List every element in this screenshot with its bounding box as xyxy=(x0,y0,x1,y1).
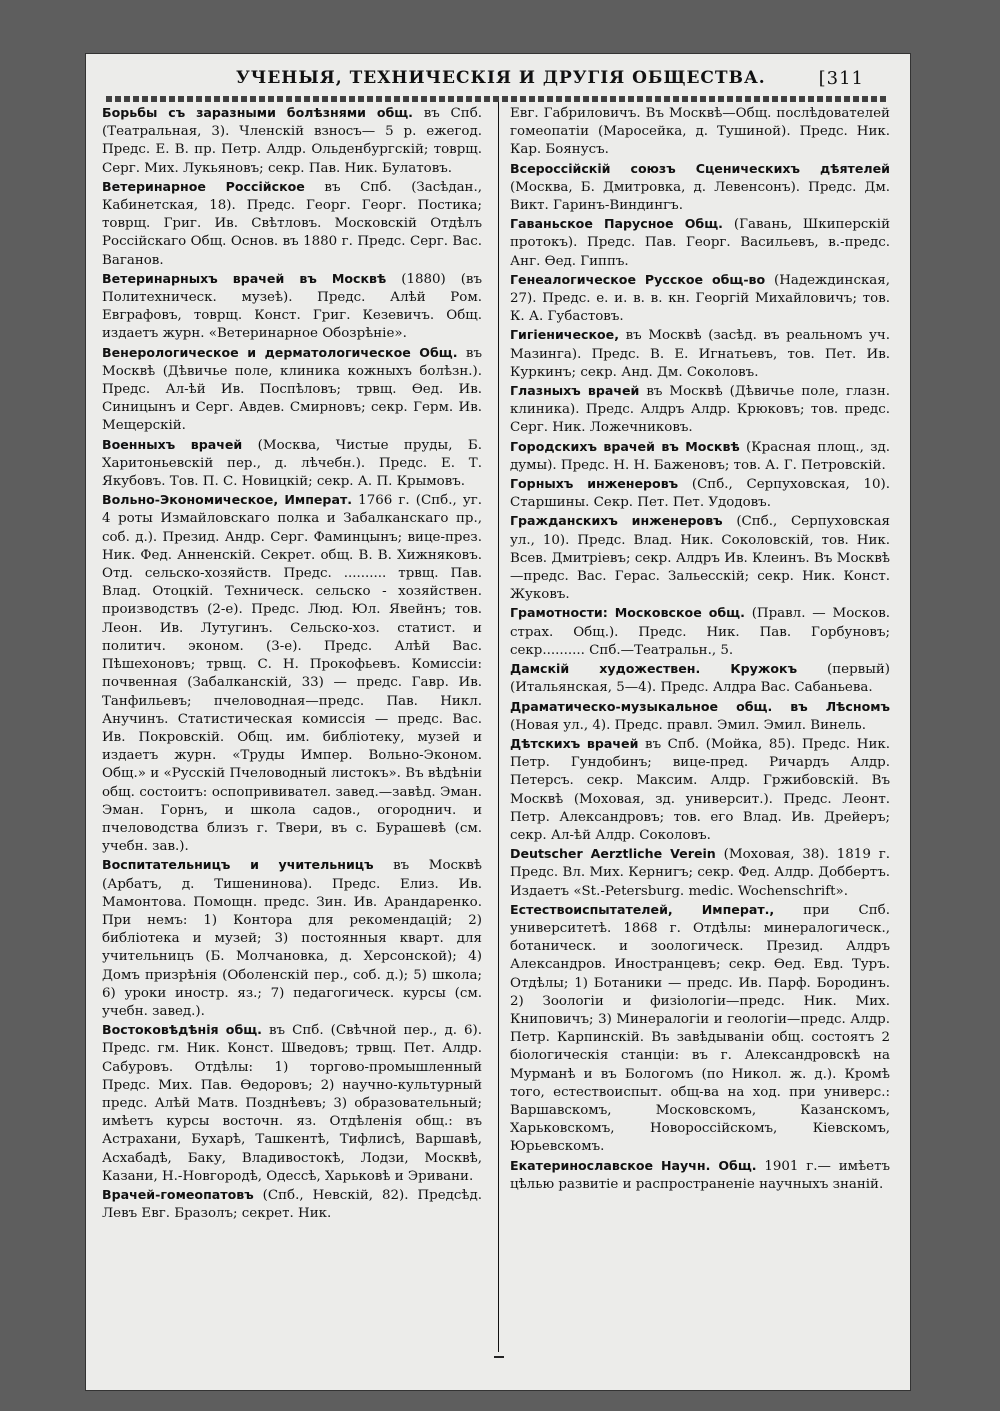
society-details: (Правл. — Москов. страх. Общ.). Предс. Ник. Пав. Горбуновъ; секр.......... Спб.—Театральн., 5. xyxy=(510,606,890,658)
society-entry xyxy=(510,160,890,216)
society-entry xyxy=(510,475,890,512)
society-details: въ Москвѣ (Дѣвичье поле, клиника кожныхъ болѣзн.). Предс. Ал-ѣй Ив. Поспѣловъ; трвщ. Ѳед. Ив. Синицынъ и Серг. Авдев. Смирновъ; секр. Герм. Ив. Мещерскій. xyxy=(102,345,482,434)
society-entry xyxy=(510,735,890,845)
society-entry xyxy=(510,438,890,475)
society-name: Всероссійскій союзъ Сценическихъ дѣятелей xyxy=(510,160,890,176)
society-details: при Спб. университетѣ. 1868 г. Отдѣлы: минералогическ., ботаническ. и зоологическ. Презид. Алдръ Александров. Иностранцевъ; секр. Ѳед. Евд. Туръ. Отдѣлы; 1) Ботаники — предс. Ив. Парф. Бородинъ. 2) Зоологіи и физіологіи—предс. Ник. Мих. Книповичъ; 3) Минералогіи и геологіи—предс. Алдр. Петр. Карпинскій. Въ завѣдываніи общ. состоятъ 2 біологическія станціи: въ г. Александровскѣ на Мурманѣ и въ Бологомъ (по Никол. ж. д.). Кромѣ того, естествоиспыт. общ-ва на ход. при универс.: Варшавскомъ, Московскомъ, Казанскомъ, Харьковскомъ, Новороссійскомъ, Кіевскомъ, Юрьевскомъ. xyxy=(510,902,890,1155)
society-name: Дѣтскихъ врачей xyxy=(510,735,639,751)
book-page xyxy=(86,54,910,1390)
society-details: 1901 г.— имѣетъ цѣлью развитіе и распространеніе научныхъ знаній. xyxy=(510,1158,890,1192)
society-name: Горныхъ инженеровъ xyxy=(510,476,679,492)
society-entry xyxy=(102,1186,482,1223)
society-entry xyxy=(102,1021,482,1186)
running-title: УЧЕНЫЯ, ТЕХНИЧЕСКІЯ И ДРУГІЯ ОБЩЕСТВА. xyxy=(236,68,766,88)
society-details: (Москва, Чистые пруды, Б. Харитоньевскій пер., д. лѣчебн.). Предс. Е. Т. Якубовъ. Тов. П. С. Новицкій; секр. А. П. Крымовъ. xyxy=(102,437,482,490)
society-name: Ветеринарныхъ врачей въ Москвѣ xyxy=(102,270,387,286)
society-name: Вольно-Экономическое, Императ. xyxy=(102,492,353,508)
society-entry xyxy=(102,104,482,178)
society-details: (Москва, Б. Дмитровка, д. Левенсонъ). Предс. Дм. Викт. Гаринъ-Виндингъ. xyxy=(510,179,890,214)
society-entry xyxy=(510,512,890,604)
society-entry xyxy=(510,271,890,327)
society-entry xyxy=(102,436,482,492)
society-name: Генеалогическое Русское общ-во xyxy=(510,271,766,287)
society-details: въ Спб. (Засѣдан., Кабинетская, 18). Предс. Георг. Георг. Постика; товрщ. Григ. Ив. Свѣтловъ. Московскій Отдѣлъ Россійскаго Общ. Основ. въ 1880 г. Предс. Серг. Вас. Ваганов. xyxy=(102,179,482,268)
society-details: въ Спб. (Мойка, 85). Предс. Ник. Петр. Гундобинъ; вице-пред. Ричардъ Алдр. Петерсъ. секр. Максим. Алдр. Гржибовскій. Въ Москвѣ (Моховая, зд. университ.). Предс. Леонт. Петр. Александровъ; тов. его Влад. Ив. Дрейеръ; секр. Ал-ѣй Алдр. Соколовъ. xyxy=(510,736,890,843)
society-details: (Гавань, Шкиперскій протокъ). Предс. Пав. Георг. Васильевъ, в.-предс. Анг. Ѳед. Гиппъ. xyxy=(510,217,890,269)
society-name: Естествоиспытателей, Императ., xyxy=(510,901,775,917)
society-entry xyxy=(102,344,482,436)
society-details: (Спб., Невскій, 82). Предсѣд. Левъ Евг. Бразолъ; секрет. Ник. xyxy=(102,1187,482,1222)
page-header xyxy=(86,62,910,94)
society-name: Ветеринарное Россійское xyxy=(102,178,305,194)
society-details: (Спб., Серпуховская ул., 10). Предс. Влад. Ник. Соколовскій, тов. Ник. Всев. Дмитріевъ; секр. Алдръ Ив. Клеинъ. Въ Москвѣ—предс. Вас. Герас. Зальесскій; секр. Ник. Конст. Жуковъ. xyxy=(510,514,890,603)
society-details: (1880) (въ Политехническ. музеѣ). Предс. Алѣй Ром. Евграфовъ, товрщ. Конст. Григ. Кезевичъ. Общ. издаетъ журн. «Ветеринарное Обозрѣніе». xyxy=(102,271,482,342)
society-name: Екатеринославское Научн. Общ. xyxy=(510,1157,757,1173)
society-entry xyxy=(510,604,890,660)
society-details: (Надеждинская, 27). Предс. е. и. в. в. кн. Георгій Михайловичъ; тов. К. А. Губастовъ. xyxy=(510,272,890,325)
society-name: Воспитательницъ и учительницъ xyxy=(102,857,374,873)
society-entry xyxy=(510,326,890,382)
society-name: Городскихъ врачей въ Москвѣ xyxy=(510,438,740,454)
column-divider xyxy=(498,102,499,1352)
left-column xyxy=(102,104,482,1223)
society-name: Востоковѣдѣнія общ. xyxy=(102,1022,262,1038)
society-name: Глазныхъ врачей xyxy=(510,383,640,399)
society-entry xyxy=(510,698,890,735)
society-entry xyxy=(102,178,482,270)
society-details: 1766 г. (Спб., уг. 4 роты Измайловскаго полка и Забалканскаго пр., соб. д.). Презид. Андр. Серг. Фаминцынъ; вице-през. Ник. Фед. Анненскій. Секрет. общ. В. В. Хижняковъ. Отд. сельско-хозяйств. Предс. .......... трвщ. Пав. Влад. Отоцкій. Техническ. сельско - хозяйствен. производствъ (2-е). Предс. Люд. Юл. Явейнъ; тов. Леон. Ив. Лутугинъ. Сельско-хоз. статист. и политич. эконом. (3-е). Предс. Алѣй Вас. Пѣшехоновъ; трвщ. С. Н. Прокофьевъ. Комиссіи: почвенная (Забалканскій, 33) — предс. Гавр. Ив. Танфильевъ; пчеловодная—предс. Пав. Никл. Анучинъ. Статистическая комиссія — предс. Вас. Ив. Покровскій. Общ. им. библіотеку, музей и издаетъ журн. «Труды Импер. Вольно-Эконом. Общ.» и «Русскій Пчеловодный листокъ». Въ вѣдѣніи общ. состоитъ: оспопрививател. завед.—завѣд. Эман. Эман. Горнъ, и школа садов., огороднич. и пчеловодства близъ г. Твери, въ с. Бурашевѣ (см. учебн. зав.). xyxy=(102,493,483,855)
society-entry xyxy=(510,660,890,697)
society-details: въ Москвѣ (Дѣвичье поле, глазн. клиника). Предс. Алдръ Алдр. Крюковъ; тов. предс. Серг. Ник. Ложечниковъ. xyxy=(510,384,890,436)
society-entry xyxy=(510,104,890,160)
society-entry xyxy=(102,270,482,344)
society-details: (Новая ул., 4). Предс. правл. Эмил. Эмил. Винель. xyxy=(510,717,866,733)
page-end-mark xyxy=(494,1356,504,1358)
society-name: Борьбы съ заразными болѣзнями общ. xyxy=(102,105,413,120)
society-name: Гаваньское Парусное Общ. xyxy=(510,216,723,232)
society-name: Военныхъ врачей xyxy=(102,436,243,452)
society-name: Врачей-гомеопатовъ xyxy=(102,1186,254,1202)
society-name: Драматическо-музыкальное общ. въ Лѣсномъ xyxy=(510,698,890,714)
society-name: Гражданскихъ инженеровъ xyxy=(510,513,723,529)
society-details: въ Москвѣ (Арбатъ, д. Тишенинова). Предс. Елиз. Ив. Мамонтова. Помощн. предс. Зин. Ив. Арандаренко. При немъ: 1) Контора для рекомендацій; 2) библіотека и музей; 3) постоянныя кварт. для учительницъ (Б. Молчановка, д. Херсонской); 4) Домъ призрѣнія (Оболенскій пер., соб. д.); 5) школа; 6) уроки иностр. яз.; 7) педагогическ. курсы (см. учебн. завед.). xyxy=(102,858,482,1019)
society-entry xyxy=(102,491,482,856)
society-name: Венерологическое и дерматологическое Общ. xyxy=(102,344,458,360)
society-entry xyxy=(102,856,482,1021)
society-details: въ Спб. (Свѣчной пер., д. 6). Предс. гм. Ник. Конст. Шведовъ; трвщ. Пет. Алдр. Сабуровъ. Отдѣлы: 1) торгово-промышленный Предс. Мих. Пав. Ѳедоровъ; 2) научно-культурный предс. Алѣй Матв. Позднѣевъ; 3) образовательный; имѣетъ курсы восточн. яз. Отдѣленія общ.: въ Астрахани, Бухарѣ, Ташкентѣ, Тифлисѣ, Варшавѣ, Асхабадѣ, Баку, Владивостокѣ, Лодзи, Москвѣ, Казани, Н.-Новгородѣ, Одессѣ, Харьковѣ и Эривани. xyxy=(102,1023,482,1184)
society-details: Евг. Габриловичъ. Въ Москвѣ—Общ. послѣдователей гомеопатіи (Маросейка, д. Тушиной). Предс. Ник. Кар. Боянусъ. xyxy=(510,106,890,158)
society-entry xyxy=(510,382,890,438)
header-rule xyxy=(106,96,888,102)
society-details: (Моховая, 38). 1819 г. Предс. Вл. Мих. Кернигъ; секр. Фед. Алдр. Доббертъ. Издаетъ «St.-Petersburg. medic. Wochenschrift». xyxy=(510,847,890,899)
society-name: Гигіеническое, xyxy=(510,327,619,343)
society-entry xyxy=(510,845,890,901)
society-entry xyxy=(510,215,890,271)
society-entry xyxy=(510,901,890,1157)
society-details: въ Спб. (Театральная, 3). Членскій взносъ— 5 р. ежегод. Предс. Е. В. пр. Петр. Алдр. Ольденбургскій; товрщ. Серг. Мих. Лукьяновъ; секр. Пав. Ник. Булатовъ. xyxy=(102,106,483,176)
society-details: въ Москвѣ (засѣд. въ реальномъ уч. Мазинга). Предс. В. Е. Игнатьевъ, тов. Пет. Ив. Куркинъ; секр. Анд. Дм. Соколовъ. xyxy=(510,328,890,380)
society-name: Дамскій художествен. Кружокъ xyxy=(510,661,798,677)
society-details: (Спб., Серпуховская, 10). Старшины. Секр. Пет. Пет. Удодовъ. xyxy=(510,477,890,511)
society-details: (Красная площ., зд. думы). Предс. Н. Н. Баженовъ; тов. А. Г. Петровскій. xyxy=(510,439,891,473)
society-name: Deutscher Aerztliche Verein xyxy=(510,846,716,862)
society-name: Грамотности: Московское общ. xyxy=(510,605,745,621)
page-number: [311 xyxy=(818,68,864,89)
society-details: (первый) (Итальянская, 5—4). Предс. Алдра Вас. Сабаньева. xyxy=(510,662,890,696)
society-entry xyxy=(510,1157,890,1194)
right-column xyxy=(510,104,890,1194)
